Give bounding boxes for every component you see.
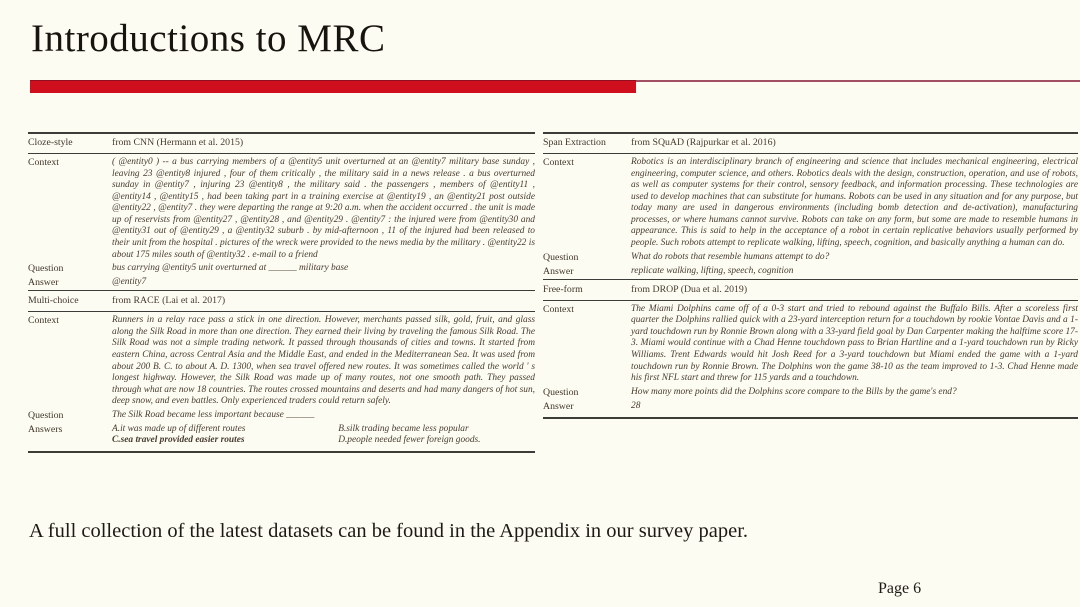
dataset-type-label: Span Extraction [543, 133, 631, 154]
context-text: The Miami Dolphins came off of a 0-3 start and tried to rebound against the Buffalo Bills. After a scoreless first quarter the Dolphins rallied quick with a 23-yard interception return for a touchdown by rookie Vontae Davis and a 1-yard touchdown run by Ronnie Brown along with a 33-yard field goal by Dan Carpenter making the halftime score 17-3. Miami would continue with a Chad Henne touchdown pass to Brian Hartline and a 1-yard touchdown run by Ricky Williams. Trent Edwards would hit Josh Reed for a 3-yard touchdown but Miami ended the game with a 1-yard touchdown run by Ronnie Brown. The Dolphins won the game 38-10 as the team improved to 1-3. Chad Henne made his first NFL start and threw for 115 yards and a touchdown. [631, 303, 1078, 384]
row-label: Question [28, 409, 64, 421]
page-number: Page 6 [878, 580, 922, 597]
table-row-question [28, 409, 535, 423]
context-text: Runners in a relay race pass a stick in one direction. However, merchants passed silk, gold, fruit, and glass along the Silk Road in more than one direction. They earned their living by traveling the famous Silk Road. The Silk Road was not a simple trading network. It passed through thousands of cities and towns. It started from eastern China, across Central Asia and the Middle East, and ended in the Mediterranean Sea. It was used from about 200 B. C. to about A. D. 1300, when sea travel offered new routes. It was sometimes called the world ' s longest highway. However, the Silk Road was made up of many routes, not one smooth path. They passed through what are now 18 countries. The routes crossed mountains and deserts and had many dangers of hot sun, deep snow, and even battles. Only experienced traders could return safely. [112, 315, 535, 407]
slide-title: Introductions to MRC [31, 17, 386, 60]
row-label: Answer [28, 277, 59, 289]
table-row-section-header [28, 291, 535, 312]
row-label: Context [28, 315, 60, 327]
table-row-section-header [543, 279, 1078, 300]
table-row-answer [543, 400, 1078, 418]
row-label: Context [28, 157, 60, 169]
row-label: Answer [543, 400, 631, 418]
title-accent-bar [30, 80, 636, 93]
table-row-question [28, 262, 535, 276]
table-row-context [28, 154, 535, 263]
dataset-type-label: Multi-choice [28, 291, 112, 312]
row-label: Question [543, 251, 579, 263]
answer-option-b: B.silk trading became less popular [338, 423, 469, 434]
dataset-type-label: Cloze-style [28, 133, 112, 154]
dataset-source: from RACE (Lai et al. 2017) [112, 291, 535, 312]
dataset-source: from SQuAD (Rajpurkar et al. 2016) [631, 133, 1078, 154]
table-row-context [543, 154, 1078, 251]
answer-options [112, 424, 535, 447]
answer-option-d: D.people needed fewer foreign goods. [338, 435, 481, 446]
footer-note: A full collection of the latest datasets can be found in the Appendix in our survey paper. [29, 520, 749, 542]
dataset-source: from DROP (Dua et al. 2019) [631, 279, 1078, 300]
answer-option-a: A.it was made up of different routes [112, 423, 246, 434]
table-row-question [543, 251, 1078, 265]
table-row-context [28, 312, 535, 409]
table-row-question [543, 386, 1078, 400]
context-text: Robotics is an interdisciplinary branch of engineering and science that includes mechanical engineering, electrical engineering, computer science, and others. Robotics deals with the design, construction, operation, and use of robots, as well as computer systems for their control, sensory feedback, and information processing. These technologies are used to develop machines that can substitute for humans. Robots can be used in any situation and for any purpose, but today many are used in dangerous environments (including bomb detection and de-activation), manufacturing processes, or where humans cannot survive. Robots can take on any form, but some are made to resemble humans in appearance. This is said to help in the acceptance of a robot in certain replicative behaviors usually performed by people. Such robots attempt to replicate walking, lifting, speech, cognition, and basically anything a human can do. [631, 157, 1078, 248]
table-row-section-header [543, 133, 1078, 154]
table-row-answers [28, 423, 535, 452]
answer-text: @entity7 [112, 277, 147, 288]
table-row-answer [543, 265, 1078, 280]
cloze-multichoice-table [28, 132, 535, 453]
context-text: ( @entity0 ) -- a bus carrying members of a @entity5 unit overturned at an @entity7 military base sunday , leaving 23 @entity8 injured , four of them critically , the military said in a news release . a bus overturned sunday in @entity7 , injuring 23 @entity8 , the military said . the passengers , members of @entity11 , @entity14 , @entity15 , had been taking part in a training exercise at @entity19 , an @entity21 post outside @entity22 , @entity7 . they were departing the range at 9:20 a.m. when the accident occurred . the unit is made up of reservists from @entity27 , @entity28 , and @entity29 . @entity7 : the injured were from @entity30 and @entity31 out of @entity29 , a @entity32 suburb . by mid-afternoon , 11 of the injured had been released to their unit from the hospital . pictures of the wreck were provided to the news media by the military . @entity22 is about 175 miles south of @entity32 . e-mail to a friend [112, 157, 535, 260]
row-label: Question [543, 386, 579, 398]
row-label: Answer [543, 265, 574, 277]
question-text: The Silk Road became less important because ______ [112, 409, 315, 420]
span-freeform-table [543, 132, 1078, 419]
table-row-context [543, 300, 1078, 385]
table-row-section-header [28, 133, 535, 154]
answer-option-c-correct: C.sea travel provided easier routes [112, 435, 245, 446]
row-label: Answers [28, 423, 112, 452]
row-label: Context [543, 303, 575, 315]
title-accent-thin-line [636, 80, 1080, 82]
question-text: How many more points did the Dolphins score compare to the Bills by the game's end? [631, 386, 957, 397]
table-row-answer [28, 276, 535, 291]
row-label: Question [28, 263, 64, 275]
dataset-source: from CNN (Hermann et al. 2015) [112, 133, 535, 154]
answer-text: replicate walking, lifting, speech, cognition [631, 265, 794, 276]
dataset-type-label: Free-form [543, 279, 631, 300]
answer-text: 28 [631, 400, 1078, 418]
question-text: bus carrying @entity5 unit overturned at ______ military base [112, 263, 349, 274]
question-text: What do robots that resemble humans attempt to do? [631, 251, 830, 262]
row-label: Context [543, 157, 575, 169]
